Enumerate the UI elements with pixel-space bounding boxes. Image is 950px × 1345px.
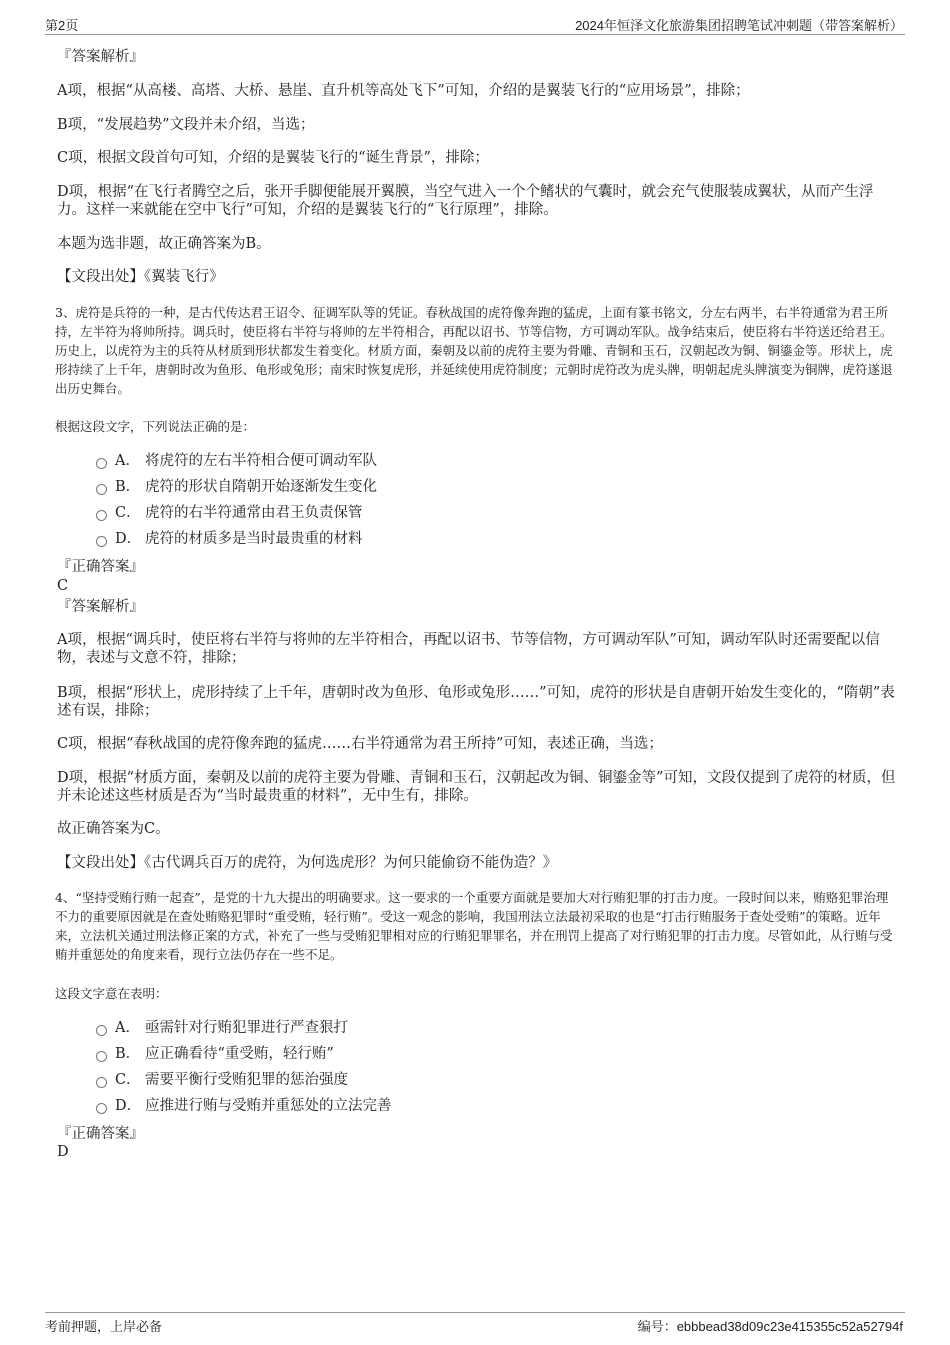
q2-analysis-label: 『答案解析』 bbox=[57, 49, 144, 65]
radio-icon[interactable] bbox=[96, 510, 107, 521]
q2-analysis-c: C项，根据文段首句可知，介绍的是翼装飞行的“诞生背景”，排除； bbox=[57, 150, 489, 166]
q3-source: 【文段出处】《古代调兵百万的虎符，为何选虎形？为何只能偷窃不能伪造？》 bbox=[57, 855, 558, 871]
document-title: 2024年恒泽文化旅游集团招聘笔试冲刺题（带答案解析） bbox=[575, 18, 903, 33]
q4-option-a[interactable]: A． 亟需针对行贿犯罪进行严查狠打 bbox=[96, 1018, 348, 1038]
q2-analysis-b: B项，“发展趋势”文段并未介绍，当选； bbox=[57, 117, 315, 133]
q4-answer: D bbox=[57, 1144, 69, 1160]
q4-option-d[interactable]: D． 应推进行贿与受贿并重惩处的立法完善 bbox=[96, 1096, 392, 1116]
q3-option-d[interactable]: D． 虎符的材质多是当时最贵重的材料 bbox=[96, 529, 363, 549]
q2-analysis-d: D项，根据“在飞行者腾空之后，张开手脚便能展开翼膜，当空气进入一个个鳍状的气囊时，就会充气使服装成翼状，从而产生浮力。这样一来就能在空中飞行”可知，介绍的是翼装飞行的“飞行原理”，排除。 bbox=[57, 184, 874, 218]
q3-option-a[interactable]: A． 将虎符的左右半符相合便可调动军队 bbox=[96, 451, 377, 471]
radio-icon[interactable] bbox=[96, 484, 107, 495]
q3-analysis-a: A项，根据“调兵时，使臣将右半符与将帅的左半符相合，再配以诏书、节等信物，方可调动军队”可知，调动军队时还需要配以信物，表述与文意不符，排除； bbox=[57, 632, 880, 666]
radio-icon[interactable] bbox=[96, 458, 107, 469]
q3-analysis-d: D项，根据“材质方面，秦朝及以前的虎符主要为骨雕、青铜和玉石，汉朝起改为铜、铜鎏金等”可知，文段仅提到了虎符的材质，但并未论述这些材质是否为“当时最贵重的材料”，无中生有，排除。 bbox=[57, 770, 896, 804]
q2-analysis-a: A项，根据“从高楼、高塔、大桥、悬崖、直升机等高处飞下”可知，介绍的是翼装飞行的“应用场景”，排除； bbox=[57, 83, 750, 99]
q3-option-b[interactable]: B． 虎符的形状自隋朝开始逐渐发生变化 bbox=[96, 477, 377, 497]
document-id: 编号：ebbbead38d09c23e415355c52a52794f bbox=[637, 1319, 903, 1334]
q4-passage: 4、“坚持受贿行贿一起查”，是党的十九大提出的明确要求。这一要求的一个重要方面就是要加大对行贿犯罪的打击力度。一段时间以来，贿赂犯罪治理不力的重要原因就是在查处贿赂犯罪时“重受贿，轻行贿”。受这一观念的影响，我国刑法立法最初采取的也是“打击行贿服务于查处受贿”的策略。近年来，立法机关通过刑法修正案的方式，补充了一些与受贿犯罪相对应的行贿犯罪罪名，并在刑罚上提高了对行贿犯罪的打击力度。尽管如此，从行贿与受贿并重惩处的角度来看，现行立法仍存在一些不足。 bbox=[55, 890, 893, 962]
radio-icon[interactable] bbox=[96, 1025, 107, 1036]
q3-stem: 根据这段文字，下列说法正确的是： bbox=[55, 419, 256, 434]
radio-icon[interactable] bbox=[96, 536, 107, 547]
q3-answer-label: 『正确答案』 bbox=[57, 559, 144, 575]
q4-stem: 这段文字意在表明： bbox=[55, 986, 168, 1001]
radio-icon[interactable] bbox=[96, 1077, 107, 1088]
q3-conclusion: 故正确答案为C。 bbox=[57, 821, 170, 837]
q3-passage: 3、虎符是兵符的一种，是古代传达君王诏令、征调军队等的凭证。春秋战国的虎符像奔跑的猛虎，上面有篆书铭文，分左右两半，右半符通常为君王所持，左半符为将帅所持。调兵时，使臣将右半符与将帅的左半符相合，再配以诏书、节等信物，方可调动军队。战争结束后，使臣将右半符送还给君王。历史上，以虎符为主的兵符从材质到形状都发生着变化。材质方面，秦朝及以前的虎符主要为骨雕、青铜和玉石，汉朝起改为铜、铜鎏金等。形状上，虎形持续了上千年，唐朝时改为鱼形、龟形或兔形；南宋时恢复虎形，并延续使用虎符制度；元朝时虎符改为虎头牌，明朝起虎头牌演变为铜牌，虎符遂退出历史舞台。 bbox=[55, 305, 893, 396]
q3-analysis-c: C项，根据“春秋战国的虎符像奔跑的猛虎……右半符通常为君王所持”可知，表述正确，当选； bbox=[57, 736, 663, 752]
q2-conclusion: 本题为选非题，故正确答案为B。 bbox=[57, 236, 271, 252]
page-header bbox=[45, 14, 905, 35]
page-footer bbox=[45, 1312, 905, 1335]
page-number: 第2页 bbox=[45, 18, 79, 33]
q3-analysis-b: B项，根据“形状上，虎形持续了上千年，唐朝时改为鱼形、龟形或兔形……”可知，虎符的形状是自唐朝开始发生变化的，“隋朝”表述有误，排除； bbox=[57, 685, 895, 719]
q3-option-c[interactable]: C． 虎符的右半符通常由君王负责保管 bbox=[96, 503, 363, 523]
q4-option-b[interactable]: B． 应正确看待“重受贿，轻行贿” bbox=[96, 1044, 334, 1064]
footer-slogan: 考前押题，上岸必备 bbox=[45, 1319, 163, 1334]
q4-answer-label: 『正确答案』 bbox=[57, 1126, 144, 1142]
q3-answer: C bbox=[57, 578, 69, 594]
q2-source: 【文段出处】《翼装飞行》 bbox=[57, 269, 224, 285]
q4-option-c[interactable]: C． 需要平衡行受贿犯罪的惩治强度 bbox=[96, 1070, 348, 1090]
q3-analysis-label: 『答案解析』 bbox=[57, 599, 144, 615]
radio-icon[interactable] bbox=[96, 1103, 107, 1114]
radio-icon[interactable] bbox=[96, 1051, 107, 1062]
